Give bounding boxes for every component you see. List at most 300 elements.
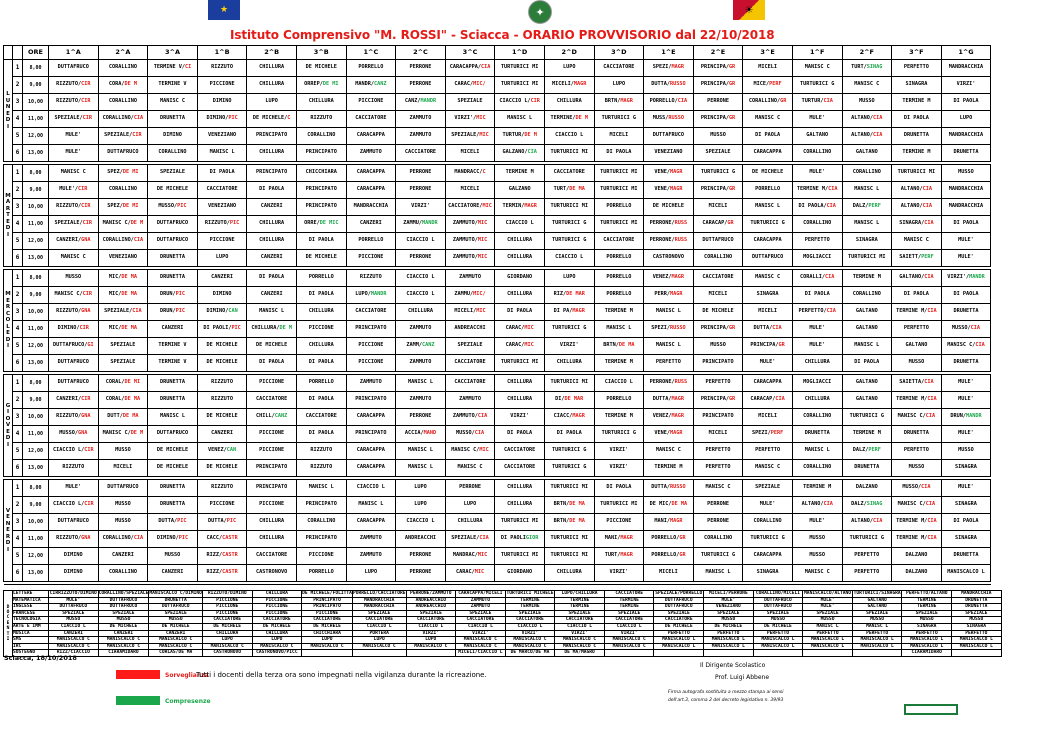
hour-number: 1	[13, 60, 23, 77]
teacher-name: SINAGRA	[756, 569, 779, 576]
lesson-cell	[346, 128, 396, 145]
teacher-name: TURTURICI MI	[500, 518, 539, 525]
compresenza-teacher: MANDR	[422, 220, 438, 227]
teacher-name: ZAMMUTO	[409, 132, 432, 139]
teacher-name: CARACAPPA	[356, 186, 385, 193]
subject-teacher: MULE'	[704, 597, 754, 604]
subject-teacher: CARACAPPA/MICELI	[456, 591, 506, 598]
subject-teacher: SPEZIALE	[654, 610, 704, 617]
teacher-name: TERMINE M/	[896, 396, 928, 403]
lesson-cell	[594, 94, 644, 111]
teacher-name: DI PAOLA	[953, 291, 979, 298]
lesson-cell	[396, 531, 446, 548]
teacher-name: TURTURICI G	[700, 552, 736, 559]
subject-teacher: SPEZIALE	[753, 610, 803, 617]
sorveglianza-teacher: CIR	[79, 325, 89, 332]
teacher-name: PERFETTO	[903, 64, 929, 71]
teacher-name: DUTTA/	[651, 81, 670, 88]
hour-time: 13,00	[23, 355, 49, 372]
lesson-cell	[296, 233, 346, 250]
sorveglianza-teacher: C	[287, 115, 291, 122]
teacher-name: MUSS/	[652, 115, 669, 122]
lesson-cell	[346, 514, 396, 531]
hour-time: 9,00	[23, 77, 49, 94]
teacher-row	[4, 643, 1002, 650]
teacher-name: MANISC C	[804, 569, 830, 576]
teacher-name: DI PAOLA	[953, 518, 979, 525]
teacher-name: DI PAOLA	[854, 359, 880, 366]
subject-teacher: PERFETTO	[654, 630, 704, 637]
lesson-cell	[594, 409, 644, 426]
lesson-cell	[892, 250, 942, 267]
sorveglianza-teacher: GNA	[81, 535, 91, 542]
sorveglianza-teacher: CASTR	[222, 569, 238, 576]
lesson-cell	[247, 426, 297, 443]
lesson-cell	[743, 182, 793, 199]
teacher-name: VIRZI'	[559, 342, 579, 349]
lesson-cell	[892, 165, 942, 182]
subject-teacher: MANISCALCO C	[555, 637, 605, 644]
lesson-cell	[743, 128, 793, 145]
sorveglianza-teacher: MIC	[524, 325, 534, 332]
teacher-name: MANISC L	[854, 342, 880, 349]
teacher-name: ANDREACCHI	[454, 325, 486, 332]
subject-teacher: MANISCALCO L	[654, 643, 704, 650]
lesson-cell	[396, 216, 446, 233]
subject-teacher: VIRZI'	[555, 630, 605, 637]
lesson-cell	[247, 94, 297, 111]
teacher-name: CORAL/	[105, 379, 125, 386]
lesson-cell	[693, 216, 743, 233]
teacher-name: DE MICHELE	[206, 464, 238, 471]
lesson-cell	[148, 199, 198, 216]
teacher-name: DUTTA/	[753, 325, 773, 332]
lesson-cell	[445, 531, 495, 548]
sorveglianza-teacher: CIA	[133, 237, 144, 244]
teacher-name: TURTURICI MI	[848, 254, 886, 261]
sorveglianza-teacher: CIA	[922, 203, 933, 210]
lesson-cell	[842, 497, 892, 514]
lesson-cell	[842, 409, 892, 426]
teacher-row	[4, 597, 1002, 604]
subject-teacher: CACCIATORE	[202, 617, 252, 624]
sorveglianza-teacher: GR	[778, 342, 785, 349]
sorveglianza-teacher: MAGR	[669, 291, 683, 298]
lesson-cell	[49, 270, 99, 287]
lesson-cell	[148, 94, 198, 111]
lesson-cell	[247, 128, 297, 145]
lesson-cell	[148, 409, 198, 426]
subject-teacher: LUPO	[352, 637, 406, 644]
lesson-cell	[544, 514, 594, 531]
subject-teacher: VENEZIANO	[704, 604, 754, 611]
compresenza-teacher: MANDR	[969, 274, 985, 281]
hour-time: 8,00	[23, 165, 49, 182]
lesson-cell	[346, 426, 396, 443]
teacher-name: CARACAPPA	[753, 379, 782, 386]
subject-teacher: MANISCALCO L	[852, 637, 902, 644]
teacher-name: PRINCIPA/	[750, 342, 779, 349]
lesson-cell	[247, 480, 297, 497]
teacher-name: DE MICHELE	[305, 64, 337, 71]
sorveglianza-teacher: DE M	[130, 430, 144, 437]
lesson-cell	[346, 199, 396, 216]
lesson-cell	[445, 338, 495, 355]
teacher-name: CHILLURA	[407, 308, 433, 315]
subject-teacher: SINAGRA	[952, 623, 1002, 630]
lesson-cell	[693, 287, 743, 304]
lesson-cell	[644, 233, 694, 250]
sorveglianza-teacher: DE MA	[121, 274, 137, 281]
lesson-cell	[49, 375, 99, 392]
teacher-row	[4, 591, 1002, 598]
teacher-name: PERRONE	[409, 81, 432, 88]
subject-teacher: DUTTAFRUCO	[654, 597, 704, 604]
lesson-cell	[495, 565, 545, 582]
teacher-name: CACCIATORE	[355, 308, 387, 315]
teacher-name: CORALLINO	[703, 254, 733, 261]
teacher-name: MUSSO/	[951, 325, 971, 332]
subject-teacher: CACCIATORE	[252, 617, 302, 624]
compresenza-teacher: PERF	[868, 203, 881, 210]
subject-label: ARTE E IMM	[13, 623, 49, 630]
teacher-name: CHILLURA	[507, 396, 533, 403]
hour-time: 12,00	[23, 548, 49, 565]
lesson-cell	[892, 497, 942, 514]
teacher-name: ALTANO/	[900, 203, 923, 210]
sorveglianza-teacher: MAND	[423, 430, 437, 437]
teacher-name: DIMINO	[63, 552, 83, 559]
subject-teacher: SINAGRA	[902, 623, 952, 630]
subject-label: MUSICA	[13, 630, 49, 637]
subject-teacher: TERMINE	[604, 604, 654, 611]
teacher-name: PERFETTO	[804, 237, 830, 244]
teacher-name: TURTURICI MI	[550, 379, 588, 386]
legend-red-swatch	[116, 670, 160, 679]
subject-teacher: DE MICHELE/FOLITTA	[302, 591, 352, 597]
lesson-cell	[594, 355, 644, 372]
teacher-name: ALTANO/	[851, 518, 874, 525]
subject-teacher: MANISCALCO L	[753, 637, 803, 644]
lesson-cell	[49, 531, 99, 548]
lesson-cell	[445, 270, 495, 287]
lesson-cell	[892, 321, 942, 338]
lesson-row	[4, 480, 991, 497]
subject-teacher: ZAMMUTO	[456, 597, 506, 604]
sorveglianza-teacher: DE MA	[569, 186, 585, 193]
lesson-cell	[693, 128, 743, 145]
lesson-cell	[495, 270, 545, 287]
lesson-cell	[792, 426, 842, 443]
teacher-name: PERRONE	[409, 64, 432, 71]
teacher-name: TURTURICI MI	[600, 501, 638, 508]
lesson-cell	[197, 375, 247, 392]
lesson-cell	[842, 426, 892, 443]
lesson-cell	[544, 111, 594, 128]
subject-teacher: MANISCALCO C/DIMINO	[149, 591, 202, 597]
teacher-name: MULE'	[958, 430, 974, 437]
sorveglianza-teacher: CIA	[927, 518, 937, 525]
lesson-cell	[445, 94, 495, 111]
teacher-name: ZAMMUTO	[459, 274, 481, 281]
lesson-cell	[644, 375, 694, 392]
lesson-cell	[743, 304, 793, 321]
teacher-name: TURTUR/	[502, 132, 525, 139]
lesson-cell	[396, 250, 446, 267]
lesson-cell	[98, 565, 148, 582]
teacher-name: VENEZ/	[652, 274, 672, 281]
hour-time: 11,00	[23, 531, 49, 548]
subject-teacher: DUTTAFRUCO	[753, 597, 803, 604]
lesson-cell	[743, 233, 793, 250]
lesson-cell	[445, 565, 495, 582]
subject-teacher	[654, 650, 704, 657]
lesson-cell	[396, 480, 446, 497]
lesson-cell	[197, 77, 247, 94]
teacher-name: MICELI	[460, 186, 480, 193]
lesson-cell	[445, 77, 495, 94]
lesson-cell	[197, 216, 247, 233]
teacher-name: VENEZIANO	[208, 132, 237, 139]
lesson-cell	[445, 409, 495, 426]
sorveglianza-teacher: CIA	[924, 379, 934, 386]
lesson-cell	[396, 182, 446, 199]
subject-teacher: SPEZIALE	[98, 610, 149, 617]
lesson-cell	[941, 338, 991, 355]
subject-teacher: MUSSO	[902, 617, 952, 624]
subject-teacher: PRINCIPATO	[302, 597, 353, 604]
lesson-cell	[892, 531, 942, 548]
teacher-name: MOGLIACCI	[803, 379, 832, 386]
teacher-name: CORALLINO	[753, 518, 782, 525]
subject-teacher: TURTURICI MICHELE	[506, 591, 554, 597]
lesson-cell	[346, 409, 396, 426]
lesson-cell	[346, 497, 396, 514]
lesson-cell	[445, 304, 495, 321]
hour-number: 3	[13, 514, 23, 531]
lesson-cell	[594, 182, 644, 199]
teacher-name: CACCIATORE	[256, 396, 288, 403]
teacher-name: MOGLIACCI	[803, 254, 832, 261]
teacher-name: MANISC C	[755, 274, 781, 281]
subject-teacher: MANISCALCO C	[202, 643, 252, 650]
lesson-cell	[594, 216, 644, 233]
teacher-name: PRINCIPA/	[700, 81, 729, 88]
lesson-cell	[197, 304, 247, 321]
lesson-cell	[49, 287, 99, 304]
lesson-cell	[247, 233, 297, 250]
teacher-name: CHICCHIARA	[305, 169, 337, 176]
sorveglianza-teacher: CIR	[82, 220, 93, 227]
lesson-cell	[445, 548, 495, 565]
teacher-name: CORALLINO/	[102, 115, 134, 122]
subject-teacher: PRINCIPATO	[302, 604, 353, 611]
teacher-name: DRUNETTA	[953, 359, 979, 366]
teacher-name: PERRONE	[409, 552, 432, 559]
lesson-cell	[396, 304, 446, 321]
lesson-cell	[296, 182, 346, 199]
teacher-name: ALTANO/	[801, 501, 824, 508]
teacher-name: MANISC L	[407, 464, 433, 471]
lesson-cell	[743, 392, 793, 409]
subject-teacher: SPEZIALE	[352, 610, 406, 617]
teacher-name: RIZZUTO	[310, 447, 333, 454]
sorveglianza-teacher: CIR	[81, 396, 91, 403]
lesson-cell	[792, 233, 842, 250]
teacher-name: SINAGRA/	[899, 220, 925, 227]
lesson-cell	[644, 531, 694, 548]
sorveglianza-teacher: MAGR	[671, 64, 685, 71]
lesson-cell	[495, 250, 545, 267]
teacher-name: MICELI/	[552, 81, 574, 88]
teacher-name: DUTTAFRUCO	[652, 132, 685, 139]
teacher-name: MANDRACC/	[454, 169, 483, 176]
lesson-cell	[941, 199, 991, 216]
teacher-name: CARACAPPA	[356, 518, 385, 525]
teacher-name: TURT/	[851, 64, 867, 71]
lesson-cell	[792, 409, 842, 426]
subject-teacher: CHILLURA	[202, 630, 252, 637]
teacher-name: RIZZUTO	[211, 396, 234, 403]
lesson-cell	[941, 233, 991, 250]
teacher-name: TERMINE M	[604, 413, 633, 420]
subject-label: SMS	[13, 637, 49, 644]
lesson-cell	[594, 392, 644, 409]
teacher-name: CORALLINO	[307, 132, 336, 139]
sorveglianza-teacher: GR	[728, 396, 736, 403]
lesson-cell	[693, 111, 743, 128]
lesson-cell	[892, 60, 942, 77]
sorveglianza-teacher: DE MA	[122, 413, 139, 420]
teacher-name: CORALLINO	[158, 149, 187, 156]
sorveglianza-teacher: MAGR	[671, 396, 685, 403]
subject-teacher: MANISCALCO L	[753, 643, 803, 650]
lesson-cell	[743, 514, 793, 531]
lesson-cell	[148, 392, 198, 409]
subject-teacher: LUPO	[252, 637, 302, 644]
teacher-name: PORRELLO	[358, 64, 384, 71]
lesson-cell	[98, 94, 148, 111]
teacher-name: MULE'	[759, 359, 776, 366]
teacher-name: ZAMMUTO	[359, 552, 382, 559]
lesson-cell	[644, 514, 694, 531]
lesson-cell	[743, 565, 793, 582]
teacher-name: RIZZUTO/	[56, 98, 82, 105]
sorveglianza-teacher: CIR	[81, 81, 91, 88]
subject-teacher: MANISCALCO C	[98, 637, 149, 644]
teacher-name: ZAMMUTO	[409, 359, 432, 366]
lesson-cell	[842, 460, 892, 477]
hour-number: 2	[13, 392, 23, 409]
subject-teacher: DE MICHELE	[302, 623, 353, 630]
teacher-name: SINAGRA	[955, 535, 977, 542]
subject-teacher: ANDREACCHIO	[406, 597, 456, 604]
teacher-name: DI PAOLA	[308, 359, 334, 366]
lesson-cell	[98, 145, 148, 162]
compresenza-teacher: DE MIC	[319, 220, 339, 227]
sorveglianza-teacher: MAGR	[671, 274, 685, 281]
lesson-cell	[346, 111, 396, 128]
lesson-cell	[49, 565, 99, 582]
lesson-cell	[396, 199, 446, 216]
lesson-cell	[296, 514, 346, 531]
teacher-name: PERFETTO	[655, 359, 681, 366]
sorveglianza-teacher: GR	[679, 535, 686, 542]
teacher-name: TURTURICI MI	[500, 81, 539, 88]
teacher-name: MANISC L	[308, 484, 334, 491]
lesson-cell	[941, 497, 991, 514]
lesson-cell	[49, 321, 99, 338]
lesson-cell	[396, 165, 446, 182]
teacher-name: TURTURICI G	[552, 220, 587, 227]
teacher-name: DI PAOLA	[804, 291, 830, 298]
teacher-name: PRINCIPATO	[355, 396, 387, 403]
subject-label: TECNOLOGIA	[13, 617, 49, 624]
lesson-cell	[941, 355, 991, 372]
subject-teacher: DE MICHELE	[98, 623, 149, 630]
subject-teacher: LUPO	[202, 637, 252, 644]
subject-label: SOSTEGNO	[13, 650, 49, 657]
lesson-cell	[148, 338, 198, 355]
subject-teacher: SPEZIALE	[49, 610, 99, 617]
subject-teacher: CACCIATORE	[352, 617, 406, 624]
lesson-cell	[693, 443, 743, 460]
teacher-name: DI PAOLA	[308, 291, 334, 298]
teacher-name: DE MICHELE	[206, 342, 238, 349]
sorveglianza-teacher: MAGR	[573, 81, 587, 88]
teacher-name: TURTURICI G	[750, 535, 785, 542]
subject-teacher: DE MICHELE	[654, 623, 704, 630]
lesson-cell	[644, 548, 694, 565]
lesson-cell	[396, 338, 446, 355]
hour-time: 13,00	[23, 145, 49, 162]
teacher-name: TERMINE M	[803, 484, 832, 491]
lesson-cell	[693, 480, 743, 497]
teacher-name: MICELI	[609, 132, 629, 139]
lesson-cell	[594, 480, 644, 497]
teacher-name: DRUNETTA	[953, 149, 979, 156]
lesson-row	[4, 531, 991, 548]
lesson-cell	[396, 375, 446, 392]
lesson-cell	[197, 128, 247, 145]
lesson-cell	[296, 338, 346, 355]
teacher-name: DI PAOLA	[507, 430, 533, 437]
teacher-name: DE MICHELE	[256, 342, 288, 349]
teacher-name: SPEZIALE	[457, 342, 483, 349]
corner-cell	[4, 46, 13, 60]
sorveglianza-teacher: MIC/	[473, 81, 486, 88]
teacher-name: ORRE/	[304, 220, 320, 227]
lesson-cell	[743, 338, 793, 355]
sorveglianza-teacher: GR	[728, 325, 736, 332]
subject-teacher: CACCIATORE	[505, 617, 555, 624]
lesson-cell	[544, 426, 594, 443]
teacher-name: CACCIATORE/	[448, 203, 483, 210]
sorveglianza-teacher: MAGR	[669, 186, 683, 193]
lesson-cell	[247, 355, 297, 372]
hour-number: 5	[13, 548, 23, 565]
teacher-name: PORRELLO	[308, 379, 334, 386]
teacher-name: CANZERI	[260, 254, 283, 261]
sorveglianza-teacher: CIA	[873, 518, 883, 525]
teacher-name: DI PAOLA	[259, 274, 285, 281]
teacher-name: RIZZUTO	[211, 64, 234, 71]
compresenza-teacher: CAN	[228, 308, 238, 315]
teacher-name: MANISC C/	[947, 342, 976, 349]
teacher-name: TERMINE M	[902, 98, 931, 105]
teacher-name: CORALLINO	[803, 413, 832, 420]
subject-teacher: PORRELLO/CACCIATORE	[352, 591, 406, 597]
